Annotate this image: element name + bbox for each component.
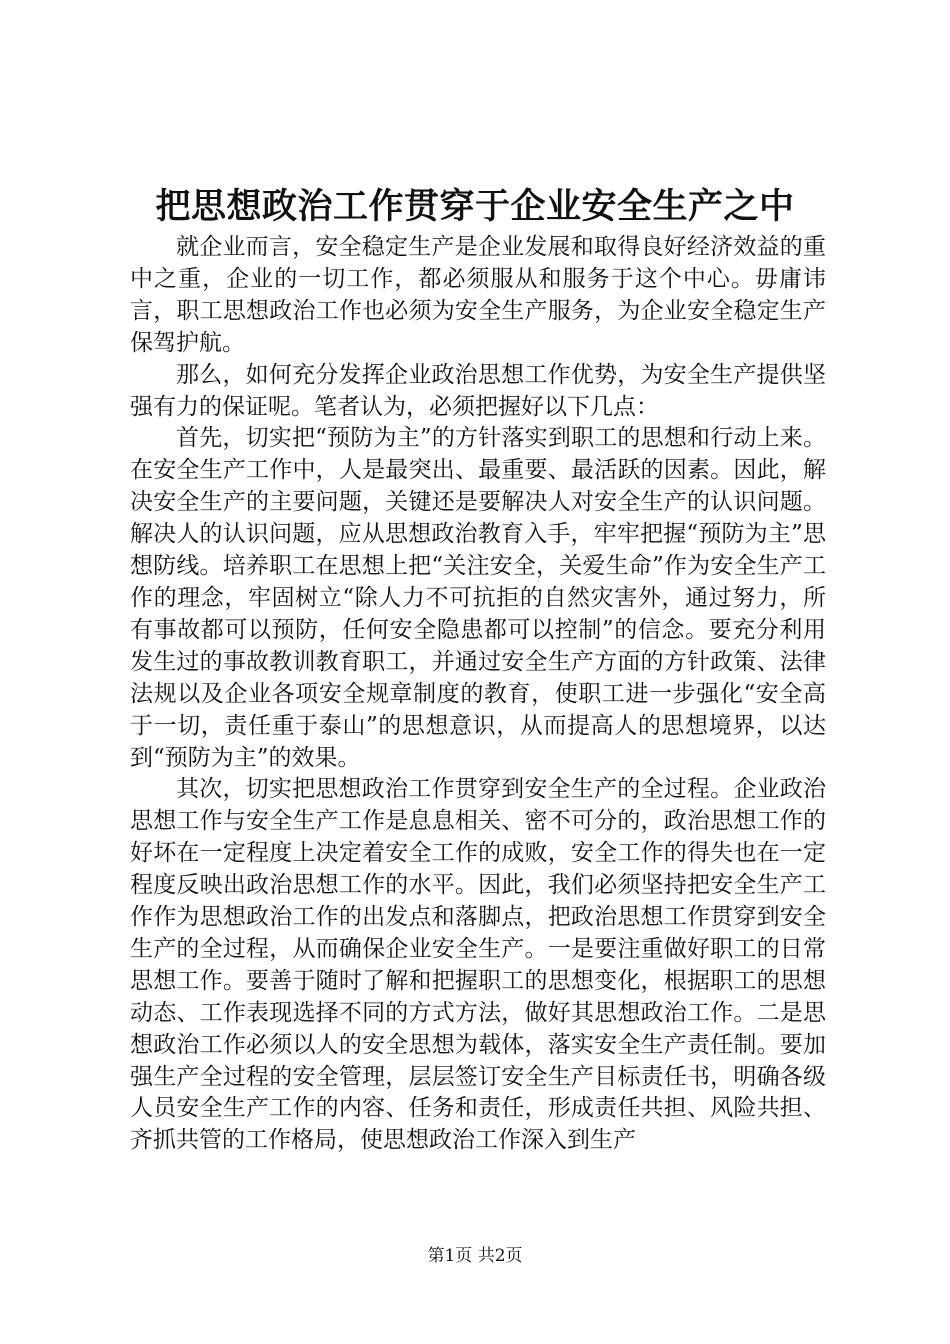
paragraph: 就企业而言，安全稳定生产是企业发展和取得良好经济效益的重中之重，企业的一切工作，都必须服从和服务于这个中心。毋庸讳言，职工思想政治工作也必须为安全生产服务，为企业安全稳定生产保驾护航。: [130, 234, 826, 356]
document-body: [130, 232, 826, 1157]
paragraph: 其次，切实把思想政治工作贯穿到安全生产的全过程。企业政治思想工作与安全生产工作是息息相关、密不可分的，政治思想工作的好坏在一定程度上决定着安全工作的成败，安全工作的得失也在一定程度反映出政治思想工作的水平。因此，我们必须坚持把安全生产工作作为思想政治工作的出发点和落脚点，把政治思想工作贯穿到安全生产的全过程，从而确保企业安全生产。一是要注重做好职工的日常思想工作。要善于随时了解和把握职工的思想变化，根据职工的思想动态、工作表现选择不同的方式方法，做好其思想政治工作。二是思想政治工作必须以人的安全思想为载体，落实安全生产责任制。要加强生产全过程的安全管理，层层签订安全生产目标责任书，明确各级人员安全生产工作的内容、任务和责任，形成责任共担、风险共担、齐抓共管的工作格局，使思想政治工作深入到生产: [130, 776, 826, 1154]
paragraph: 首先，切实把“预防为主”的方针落实到职工的思想和行动上来。在安全生产工作中，人是最突出、最重要、最活跃的因素。因此，解决安全生产的主要问题，关键还是要解决人对安全生产的认识问题。解决人的认识问题，应从思想政治教育入手，牢牢把握“预防为主”思想防线。培养职工在思想上把“关注安全，关爱生命”作为安全生产工作的理念，牢固树立“除人力不可抗拒的自然灾害外，通过努力，所有事故都可以预防，任何安全隐患都可以控制”的信念。要充分利用发生过的事故教训教育职工，并通过安全生产方面的方针政策、法律法规以及企业各项安全规章制度的教育，使职工进一步强化“安全高于一切，责任重于泰山”的思想意识，从而提高人的思想境界，以达到“预防为主”的效果。: [130, 425, 826, 771]
page-title: 把思想政治工作贯穿于企业安全生产之中: [155, 186, 795, 227]
page-number-footer: 第1页 共2页: [427, 1246, 523, 1266]
paragraph: 那么，如何充分发挥企业政治思想工作优势，为安全生产提供坚强有力的保证呢。笔者认为，必须把握好以下几点：: [130, 361, 826, 420]
